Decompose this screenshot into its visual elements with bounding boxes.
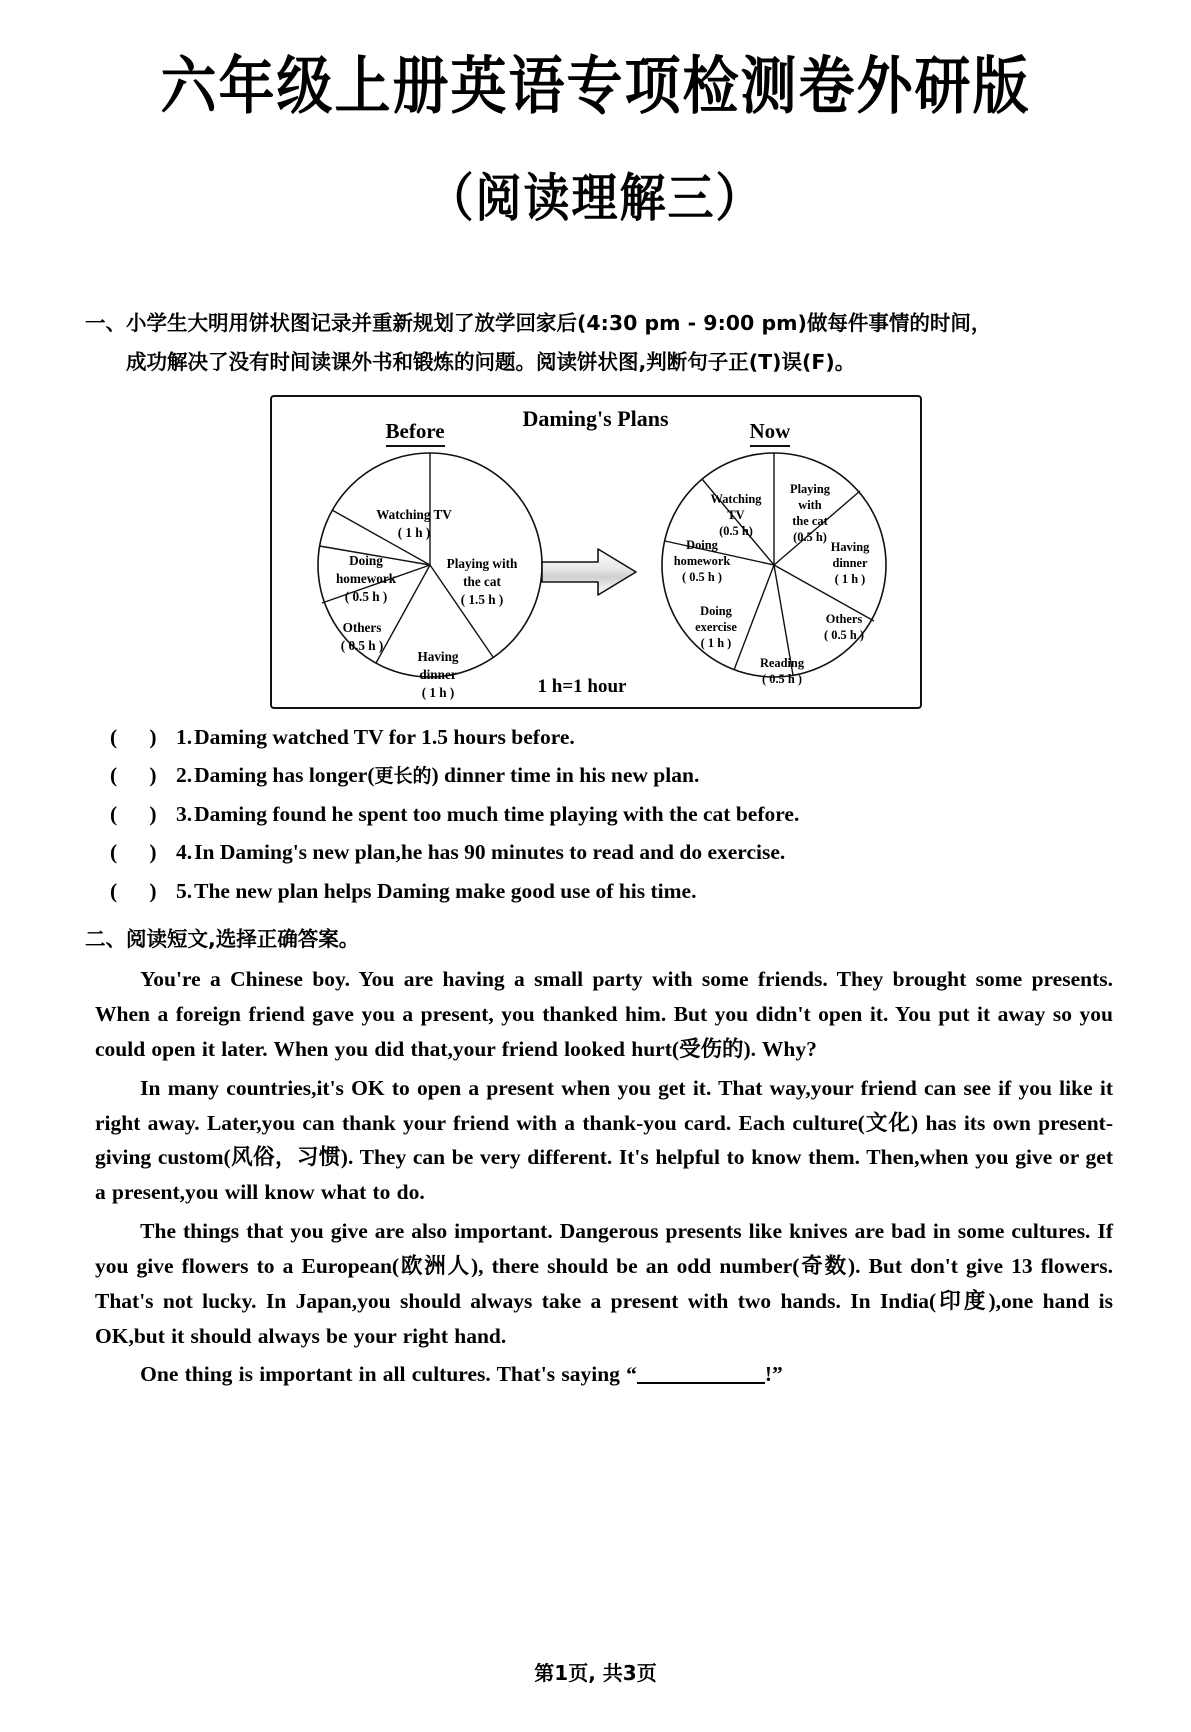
- slice-label-now-playing-cat-3: the cat: [791, 513, 828, 528]
- tf-text-2-gloss: 更长的: [374, 765, 432, 788]
- chart-label-before: Before: [386, 419, 445, 447]
- passage-paragraph-4-pre: One thing is important in all cultures. That's saying “: [140, 1362, 637, 1387]
- tf-text-3: Daming found he spent too much time playing with the cat before.: [194, 801, 800, 826]
- tf-number-2: 2.: [176, 763, 193, 788]
- slice-label-doing-homework-value: ( 0.5 h ): [344, 588, 387, 604]
- tf-text-2b: ) dinner time in his new plan.: [431, 763, 700, 788]
- section-1-instruction: [85, 304, 1113, 383]
- fill-in-blank[interactable]: [637, 1382, 765, 1384]
- slice-label-now-doing-exercise-2: exercise: [694, 619, 737, 634]
- passage-paragraph-2: In many countries,it's OK to open a present when you get it. That way,your friend can see if you like it right away. Later,you can thank your friend with a thank-you card. Each culture(文化) has its own present-giving custom(风俗，习惯). They can be very different. It's helpful to know them. Then,when you give or get a present,you will know what to do.: [95, 1075, 1113, 1205]
- tf-number-4: 4.: [176, 840, 193, 865]
- true-false-question-list: [0, 724, 1191, 903]
- slice-label-doing-homework-2: homework: [335, 570, 396, 586]
- pie-chart-before: [310, 445, 550, 700]
- answer-blank-2[interactable]: ( ): [110, 763, 157, 788]
- slice-label-now-having-dinner: Having: [830, 539, 869, 554]
- slice-label-now-playing-cat-2: with: [797, 497, 822, 512]
- slice-label-others-value: ( 0.5 h ): [340, 637, 383, 653]
- slice-label-now-having-dinner-value: ( 1 h ): [834, 571, 865, 586]
- answer-blank-3[interactable]: ( ): [110, 801, 157, 826]
- slice-label-playing-cat-2: the cat: [462, 573, 501, 589]
- slice-label-doing-homework: Doing: [348, 552, 383, 568]
- slice-label-now-doing-homework-value: ( 0.5 h ): [681, 569, 722, 584]
- slice-label-watching-tv-value: ( 1 h ): [397, 524, 430, 540]
- slice-label-having-dinner: Having: [416, 648, 459, 664]
- tf-text-1: Daming watched TV for 1.5 hours before.: [194, 724, 575, 749]
- answer-blank-4[interactable]: ( ): [110, 840, 157, 865]
- page-footer: 第1页, 共3页: [534, 1661, 657, 1685]
- tf-question-3: [110, 801, 1113, 826]
- section-1-line-1: 一、小学生大明用饼状图记录并重新规划了放学回家后(4:30 pm - 9:00 pm)做每件事情的时间，: [85, 311, 992, 335]
- slice-label-now-doing-exercise: Doing: [699, 603, 732, 618]
- pie-chart-now: [654, 445, 894, 685]
- slice-label-now-having-dinner-2: dinner: [831, 555, 868, 570]
- slice-label-now-playing-cat: Playing: [789, 481, 830, 496]
- answer-blank-5[interactable]: ( ): [110, 878, 157, 903]
- chart-label-now: Now: [750, 419, 791, 447]
- tf-question-2: [110, 765, 1113, 787]
- transition-arrow: [540, 545, 640, 604]
- tf-text-5: The new plan helps Daming make good use of his time.: [194, 878, 697, 903]
- slice-label-watching-tv: Watching TV: [375, 506, 452, 522]
- tf-number-5: 5.: [176, 878, 193, 903]
- slice-label-now-others-value: ( 0.5 h ): [823, 627, 864, 642]
- tf-text-2a: Daming has longer(: [194, 763, 375, 788]
- page-title: 六年级上册英语专项检测卷外研版: [160, 50, 1031, 124]
- slice-label-others: Others: [342, 619, 381, 635]
- passage-paragraph-4: [95, 1357, 1113, 1392]
- slice-label-now-others: Others: [825, 611, 862, 626]
- slice-label-playing-cat: Playing with: [446, 555, 517, 571]
- slice-label-now-playing-cat-value: (0.5 h): [792, 529, 827, 544]
- passage-paragraph-1: You're a Chinese boy. You are having a small party with some friends. They brought some presents. When a foreign friend gave you a present, you thanked him. But you didn't open it. You put it away so you could open it later. When you did that,your friend looked hurt(受伤的). Why?: [95, 967, 1113, 1061]
- slice-label-now-watching-tv-value: (0.5 h): [718, 523, 753, 538]
- slice-label-playing-cat-value: ( 1.5 h ): [460, 591, 503, 607]
- section-2-instruction: 二、阅读短文,选择正确答案。: [85, 927, 360, 952]
- slice-label-having-dinner-value: ( 1 h ): [421, 684, 454, 700]
- slice-label-now-watching-tv: Watching: [710, 491, 761, 506]
- answer-blank-1[interactable]: ( ): [110, 724, 157, 749]
- passage-paragraph-4-post: !”: [764, 1362, 783, 1387]
- tf-number-3: 3.: [176, 801, 193, 826]
- slice-label-now-watching-tv-2: TV: [726, 507, 745, 522]
- slice-label-now-reading: Reading: [759, 655, 804, 670]
- slice-label-now-doing-homework: Doing: [685, 537, 718, 552]
- pie-chart-figure: [270, 395, 922, 709]
- tf-question-4: [110, 842, 1113, 864]
- section-1-line-2: 成功解决了没有时间读课外书和锻炼的问题。阅读饼状图,判断句子正(T)误(F)。: [126, 350, 856, 375]
- slice-label-now-doing-homework-2: homework: [673, 553, 730, 568]
- tf-number-1: 1.: [176, 724, 193, 749]
- chart-title: Daming's Plans: [522, 405, 669, 431]
- chart-unit-note: 1 h=1 hour: [537, 675, 627, 697]
- passage-paragraph-3: The things that you give are also important. Dangerous presents like knives are bad in some cultures. If you give flowers to a European(欧洲人), there should be an odd number(奇数). But don't give 13 flowers. That's not lucky. In Japan,you should always take a present with two hands. In India(印度),one hand is OK,but it should always be your right hand.: [95, 1219, 1113, 1348]
- page-subtitle: （阅读理解三）: [427, 168, 764, 229]
- tf-question-5: [110, 878, 1113, 903]
- worksheet-page: [0, 48, 1191, 1732]
- reading-passage: [95, 962, 1113, 1392]
- tf-text-4: In Daming's new plan,he has 90 minutes to read and do exercise.: [194, 840, 786, 865]
- tf-question-1: [110, 724, 1113, 749]
- slice-label-now-reading-value: ( 0.5 h ): [761, 671, 802, 686]
- slice-label-having-dinner-2: dinner: [418, 666, 457, 682]
- slice-label-now-doing-exercise-value: ( 1 h ): [700, 635, 731, 650]
